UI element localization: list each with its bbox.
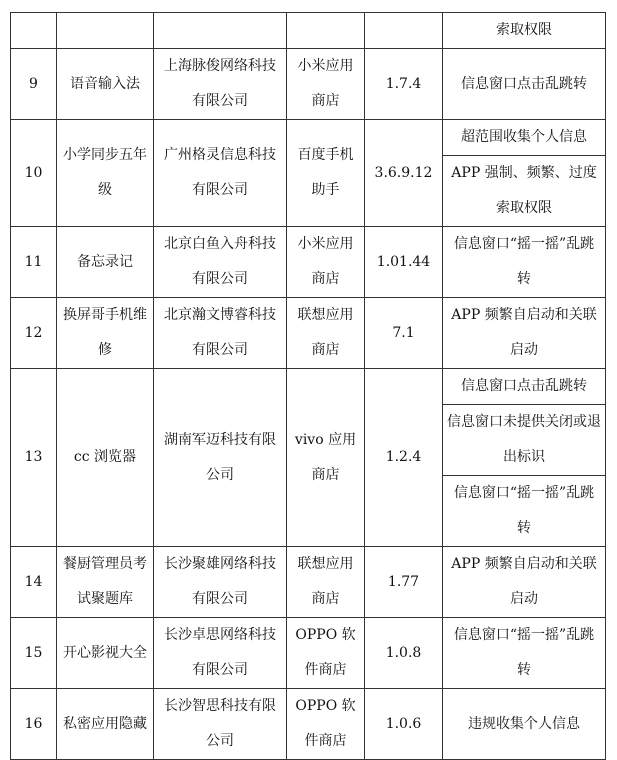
cell-store: 联想应用商店 — [287, 547, 365, 618]
cell-app — [57, 13, 154, 49]
table-row — [11, 227, 606, 298]
cell-issue: 信息窗口点击乱跳转 — [443, 49, 606, 120]
cell-version: 1.01.44 — [365, 227, 443, 298]
cell-no: 11 — [11, 227, 57, 298]
cell-issue: 超范围收集个人信息 — [443, 120, 606, 156]
cell-app: 备忘录记 — [57, 227, 154, 298]
cell-company: 长沙卓思网络科技有限公司 — [154, 618, 287, 689]
cell-issue: 索取权限 — [443, 13, 606, 49]
cell-app: 语音输入法 — [57, 49, 154, 120]
table-row — [11, 13, 606, 49]
cell-company: 广州格灵信息科技有限公司 — [154, 120, 287, 227]
cell-version: 1.7.4 — [365, 49, 443, 120]
cell-app: 餐厨管理员考试聚题库 — [57, 547, 154, 618]
cell-company — [154, 13, 287, 49]
cell-version: 3.6.9.12 — [365, 120, 443, 227]
table-row — [11, 689, 606, 760]
cell-issue: 信息窗口未提供关闭或退出标识 — [443, 405, 606, 476]
cell-store: OPPO 软件商店 — [287, 689, 365, 760]
cell-no: 13 — [11, 369, 57, 547]
cell-version: 1.2.4 — [365, 369, 443, 547]
apps-table — [10, 12, 606, 760]
cell-app: 开心影视大全 — [57, 618, 154, 689]
cell-store: 联想应用商店 — [287, 298, 365, 369]
cell-version: 7.1 — [365, 298, 443, 369]
cell-issue: APP 强制、频繁、过度索取权限 — [443, 156, 606, 227]
cell-company: 长沙智思科技有限公司 — [154, 689, 287, 760]
cell-no: 14 — [11, 547, 57, 618]
cell-store: vivo 应用商店 — [287, 369, 365, 547]
cell-company: 湖南军迈科技有限公司 — [154, 369, 287, 547]
cell-issue: 信息窗口“摇一摇”乱跳转 — [443, 618, 606, 689]
cell-issue: APP 频繁自启动和关联启动 — [443, 298, 606, 369]
cell-app: 小学同步五年级 — [57, 120, 154, 227]
cell-company: 长沙聚雄网络科技有限公司 — [154, 547, 287, 618]
cell-company: 上海脉俊网络科技有限公司 — [154, 49, 287, 120]
cell-issue: 信息窗口“摇一摇”乱跳转 — [443, 476, 606, 547]
cell-store: OPPO 软件商店 — [287, 618, 365, 689]
cell-issue: 违规收集个人信息 — [443, 689, 606, 760]
cell-no: 12 — [11, 298, 57, 369]
cell-app: 私密应用隐藏 — [57, 689, 154, 760]
cell-no: 10 — [11, 120, 57, 227]
cell-app: cc 浏览器 — [57, 369, 154, 547]
cell-issue: 信息窗口“摇一摇”乱跳转 — [443, 227, 606, 298]
cell-app: 换屏哥手机维修 — [57, 298, 154, 369]
table-row — [11, 618, 606, 689]
cell-version: 1.0.6 — [365, 689, 443, 760]
cell-version — [365, 13, 443, 49]
table-row — [11, 49, 606, 120]
cell-no: 16 — [11, 689, 57, 760]
cell-company: 北京瀚文博睿科技有限公司 — [154, 298, 287, 369]
cell-no: 9 — [11, 49, 57, 120]
table-row — [11, 369, 606, 405]
cell-issue: APP 频繁自启动和关联启动 — [443, 547, 606, 618]
cell-store: 小米应用商店 — [287, 49, 365, 120]
table-row — [11, 547, 606, 618]
cell-store: 小米应用商店 — [287, 227, 365, 298]
cell-store — [287, 13, 365, 49]
cell-no — [11, 13, 57, 49]
table-row — [11, 120, 606, 156]
cell-version: 1.0.8 — [365, 618, 443, 689]
cell-version: 1.77 — [365, 547, 443, 618]
cell-store: 百度手机助手 — [287, 120, 365, 227]
cell-company: 北京白鱼入舟科技有限公司 — [154, 227, 287, 298]
table-row — [11, 298, 606, 369]
cell-no: 15 — [11, 618, 57, 689]
cell-issue: 信息窗口点击乱跳转 — [443, 369, 606, 405]
